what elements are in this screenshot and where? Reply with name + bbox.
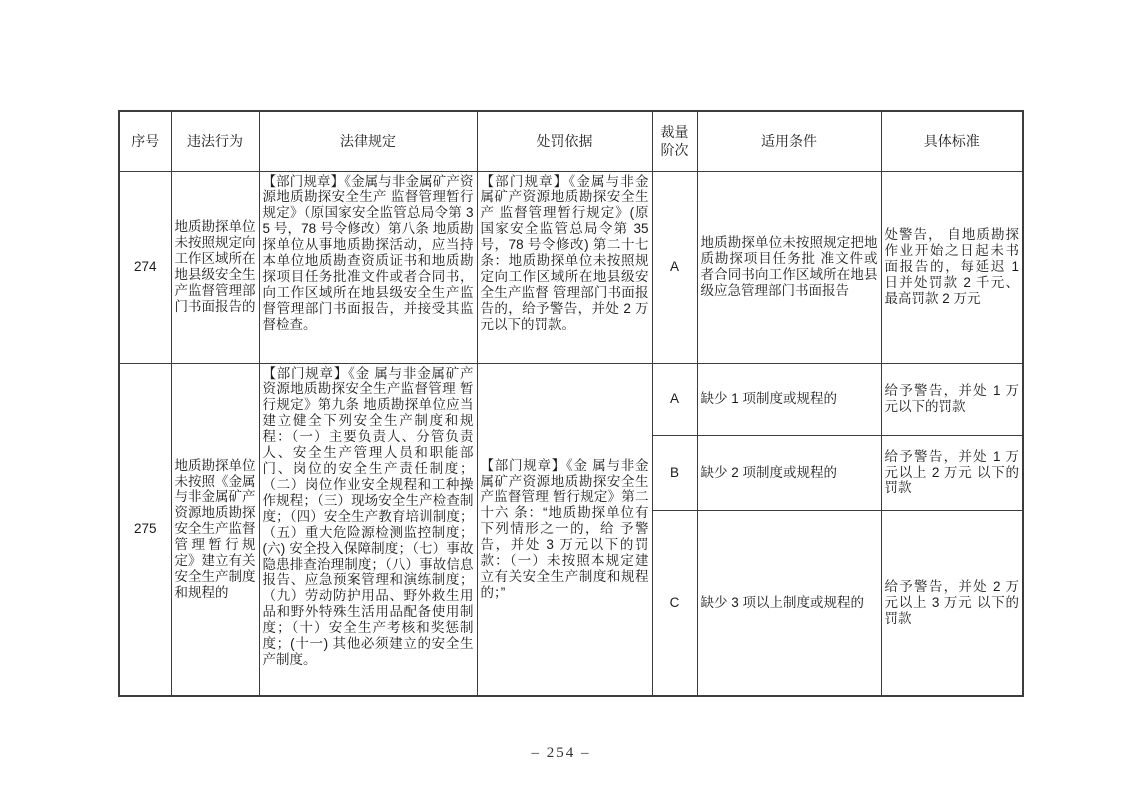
table-header-row — [119, 111, 1023, 171]
cell-discretion-level: C — [652, 510, 697, 696]
cell-illegal-act: 地质勘探单位未按照《金属与非金属矿产资源地质勘探安全生产监督管理暂行规定》建立有关安全生产制度和规程的 — [171, 363, 259, 696]
cell-penalty-basis: 【部门规章】《金 属与非金属矿产资源地质勘探安全生产监督管理 暂行规定》第二十六 条：“地质勘探单位有下列情形之一的，给 予警告，并处 3 万元以下的罚款：（一）未按照本规定建立有关安全生产制度和规程 的；” — [477, 363, 652, 696]
header-specific-standard: 具体标准 — [881, 111, 1023, 171]
header-legal-provision: 法律规定 — [259, 111, 477, 171]
cell-applicable-condition: 缺少 1 项制度或规程的 — [697, 363, 881, 435]
cell-penalty-basis: 【部门规章】《金属与非金属矿产资源地质勘探安全生产 监督管理暂行规定》(原国家安全监管总局令第 35 号，78 号令修改) 第二十七条：地质勘探单位未按照规定向工作区域所在地县级安全生产监督 管理部门书面报告的，给予警告，并处 2 万元以下的罚款。 — [477, 171, 652, 363]
header-penalty-basis: 处罚依据 — [477, 111, 652, 171]
cell-serial-number: 275 — [119, 363, 171, 696]
cell-discretion-level: A — [652, 171, 697, 363]
cell-specific-standard: 给予警告，并处 1 万元以上 2 万元 以下的罚款 — [881, 435, 1023, 510]
cell-illegal-act: 地质勘探单位未按照规定向工作区域所在地县级安全生产监督管理部门书面报告的 — [171, 171, 259, 363]
cell-discretion-level: A — [652, 363, 697, 435]
cell-applicable-condition: 缺少 2 项制度或规程的 — [697, 435, 881, 510]
cell-specific-standard: 给予警告，并处 2 万元以上 3 万元 以下的罚款 — [881, 510, 1023, 696]
cell-legal-provision: 【部门规章】《金 属与非金属矿产资源地质勘探安全生产监督管理 暂行规定》第九条 地质勘探单位应当建立健全下列安全生产制度和规程：（一）主要负责人、分管负责人、安全生产管理人员和职能部门、岗位的安全生产责任制度；（二）岗位作业安全规程和工种操作规程；（三）现场安全生产检查制度；（四）安全生产教育培训制度；（五）重大危险源检测监控制度；(六) 安全投入保障制度；（七）事故隐患排查治理制度；（八）事故信息报告、应急预案管理和演练制度；（九）劳动防护用品、野外救生用品和野外特殊生活用品配备使用制度；（十）安全生产考核和奖惩制度；(十一) 其他必须建立的安全生产制度。 — [259, 363, 477, 696]
page-number: – 254 – — [531, 745, 591, 761]
cell-applicable-condition: 缺少 3 项以上制度或规程的 — [697, 510, 881, 696]
cell-discretion-level: B — [652, 435, 697, 510]
header-illegal-act: 违法行为 — [171, 111, 259, 171]
cell-legal-provision: 【部门规章】《金属与非金属矿产资源地质勘探安全生产 监督管理暂行规定》（原国家安全监管总局令第 35 号，78 号令修改）第八条 地质勘探单位从事地质勘探活动，应当持本单位地质勘查资质证书和地质勘探项目任务批准文件或者合同书，向工作区域所在地县级安全生产监督管理部门书面报告，并接受其监督检查。 — [259, 171, 477, 363]
cell-specific-standard: 处警告， 自地质勘探作业开始之日起未书面报告的，每延迟 1 日并处罚款 2 千元、最高罚款 2 万元 — [881, 171, 1023, 363]
header-discretion-level: 裁量阶次 — [652, 111, 697, 171]
cell-serial-number: 274 — [119, 171, 171, 363]
cell-applicable-condition: 地质勘探单位未按照规定把地质勘探项目任务批 准文件或者合同书向工作区域所在地县级应急管理部门书面报告 — [697, 171, 881, 363]
table-row-275-tier-a — [119, 363, 1023, 435]
cell-specific-standard: 给予警告，并处 1 万元以下的罚款 — [881, 363, 1023, 435]
penalty-discretion-table — [118, 110, 1024, 697]
header-serial-number: 序号 — [119, 111, 171, 171]
table-row-274 — [119, 171, 1023, 363]
header-applicable-condition: 适用条件 — [697, 111, 881, 171]
